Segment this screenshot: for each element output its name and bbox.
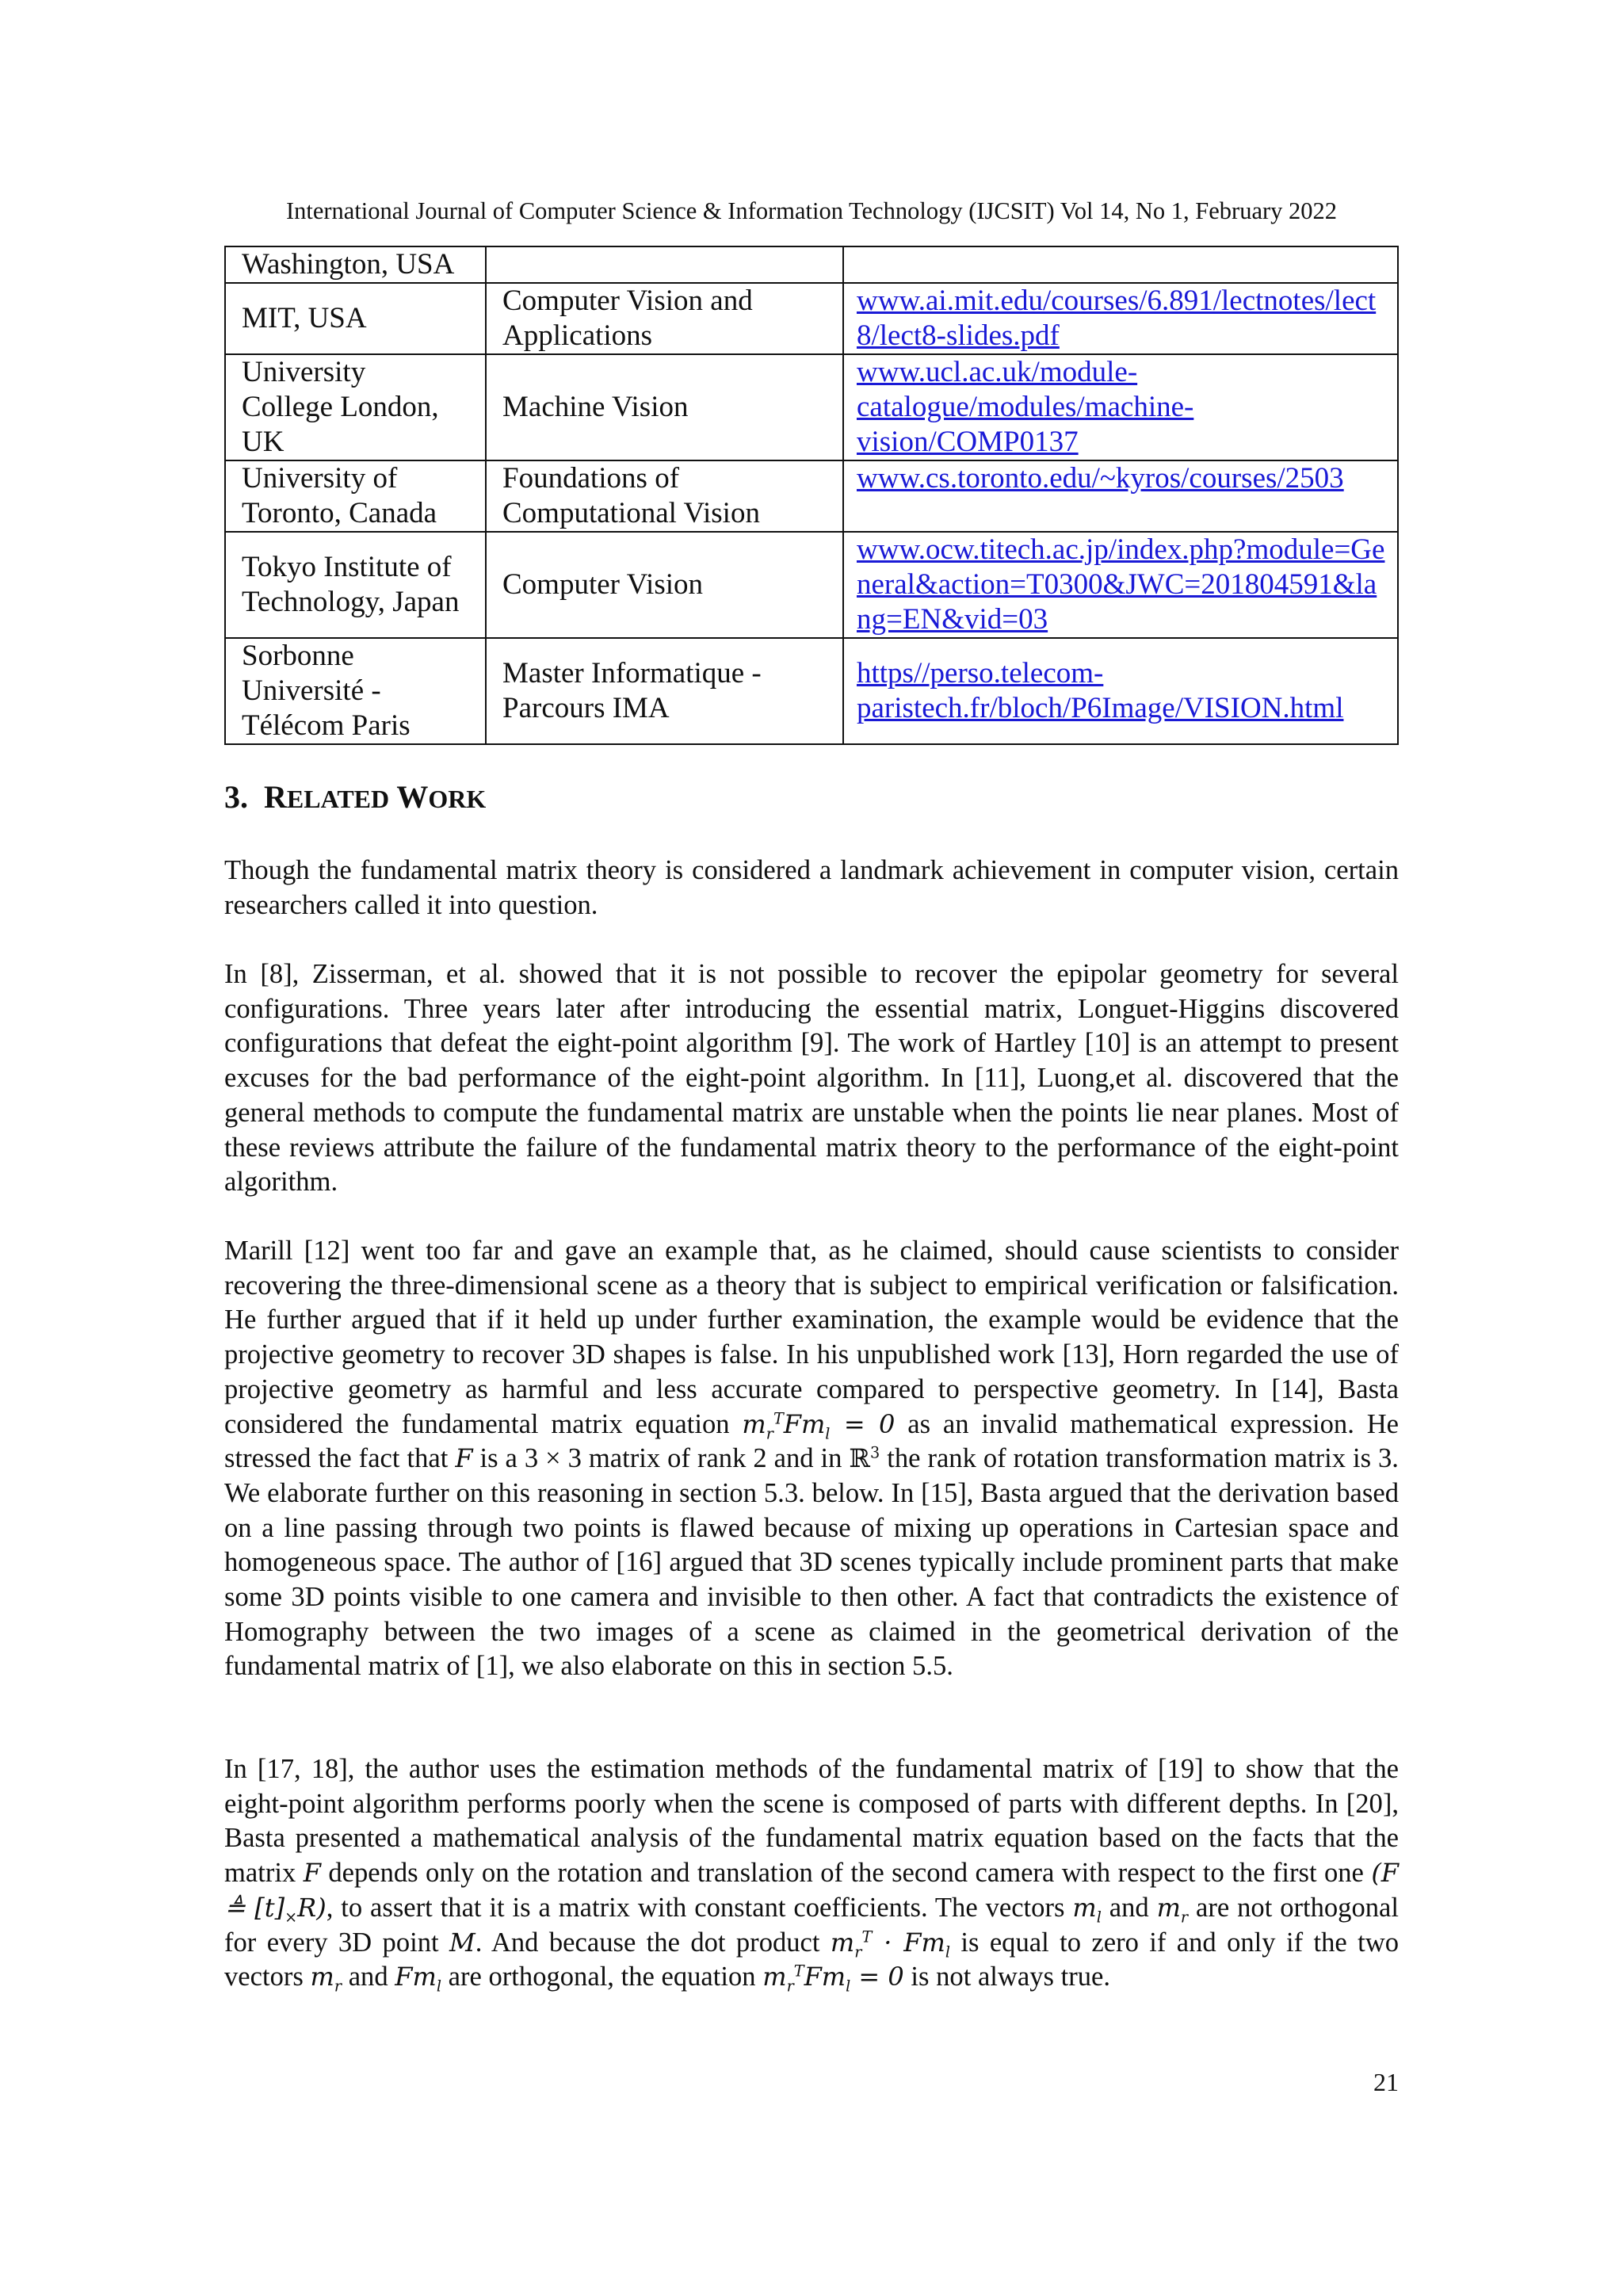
university-name: College London,	[242, 391, 439, 423]
course-table-body	[225, 246, 1398, 744]
university-cell	[225, 283, 486, 354]
university-name: UK	[242, 426, 285, 458]
p3-text-c: is a 3 × 3 matrix of rank 2 and in	[479, 1443, 842, 1474]
p4-text-j: is not always true.	[911, 1962, 1111, 1992]
section-title-ork: ORK	[428, 785, 487, 813]
p3-text-b: as an invalid mathematical expression. He stressed the fact that	[224, 1408, 1400, 1474]
vector-m-r: $m_r$	[310, 1962, 342, 1996]
matrix-f: F	[303, 1858, 321, 1889]
university-cell	[225, 460, 486, 532]
section-title-w: W	[396, 779, 429, 815]
course-table	[224, 246, 1399, 745]
table-row	[225, 283, 1398, 354]
course-name: Machine Vision	[502, 391, 689, 423]
course-name: Computer Vision	[502, 568, 704, 601]
university-name: University of	[242, 462, 398, 495]
url-cell	[843, 638, 1398, 744]
paragraph-3	[224, 1234, 1399, 1684]
url-cell	[843, 246, 1398, 283]
course-name: Master Informatique -	[502, 657, 762, 690]
p4-text-d: and	[1109, 1892, 1149, 1923]
university-cell	[225, 246, 486, 283]
course-link[interactable]: https//perso.telecom-	[857, 657, 1104, 690]
vector-m-r: $m_r$	[1156, 1892, 1189, 1927]
table-row	[225, 638, 1398, 744]
course-link[interactable]: paristech.fr/bloch/P6Image/VISION.html	[857, 692, 1344, 724]
p4-text-c: , to assert that it is a matrix with constant coefficients. The vectors	[326, 1892, 1065, 1923]
vector-m-l: $m_l$	[1072, 1892, 1102, 1927]
university-name: Télécom Paris	[242, 709, 411, 742]
paragraph-2: In [8], Zisserman, et al. showed that it is not possible to recover the epipolar geometry for several configurations. Three years later after introducing the essential matrix, Longuet-Higgins discovered configurations that defeat the eight-point algorithm [9]. The work of Hartley [10] is an attempt to present excuses for the bad performance of the eight-point algorithm. In [11], Luong,et al. discovered that the general methods to compute the fundamental matrix are unstable when the points lie near planes. Most of these reviews attribute the failure of the fundamental matrix theory to the performance of the eight-point algorithm.	[224, 959, 1399, 1198]
f-definition: (F ≜ $[t]_\times R$)	[224, 1858, 1399, 1927]
course-cell	[486, 246, 843, 283]
university-cell	[225, 532, 486, 638]
university-name: MIT, USA	[242, 302, 367, 334]
table-row	[225, 532, 1398, 638]
university-name: Toronto, Canada	[242, 497, 437, 529]
course-cell	[486, 532, 843, 638]
table-row	[225, 354, 1398, 460]
course-link[interactable]: catalogue/modules/machine-	[857, 391, 1194, 423]
real-space-r3: ℝ$^3$	[849, 1443, 880, 1474]
point-m: M	[449, 1927, 475, 1958]
running-header: International Journal of Computer Science & Information Technology (IJCSIT) Vol 14, No 1, February 2022	[285, 197, 1338, 224]
course-link[interactable]: www.cs.toronto.edu/~kyros/courses/2503	[857, 462, 1344, 495]
p4-text-f: . And because the dot product	[475, 1927, 820, 1958]
university-name: Sorbonne	[242, 640, 354, 672]
university-cell	[225, 638, 486, 744]
p3-text-d: the rank of rotation transformation matrix is 3. We elaborate further on this reasoning in section 5.3. below. In [15], Basta argued that the derivation based on a line passing through two points is flawed because of mixing up operations in Cartesian space and homogeneous space. The author of [16] argued that 3D scenes typically include prominent parts that make some 3D points visible to one camera and invisible to then other. A fact that contradicts the existence of Homography between the two images of a scene as claimed in the geometrical derivation of the fundamental matrix of [1], we also elaborate on this in section 5.5.	[224, 1443, 1399, 1682]
p4-text-a: In [17, 18], the author uses the estimation methods of the fundamental matrix of [19] to show that the eight-point algorithm performs poorly when the scene is composed of parts with different depths. In [20], Basta presented a mathematical analysis of the fundamental matrix equation based on the facts that the matrix	[224, 1754, 1399, 1889]
course-link[interactable]: www.ocw.titech.ac.jp/index.php?module=Ge	[857, 533, 1385, 566]
url-cell	[843, 532, 1398, 638]
university-name: Université -	[242, 674, 381, 707]
p4-text-h: and	[348, 1962, 388, 1992]
course-link[interactable]: ng=EN&vid=03	[857, 603, 1048, 636]
university-name: Technology, Japan	[242, 586, 460, 618]
table-row	[225, 460, 1398, 532]
university-name: Tokyo Institute of	[242, 551, 452, 583]
p4-text-b: depends only on the rotation and translation of the second camera with respect to the first one	[328, 1858, 1364, 1889]
course-cell	[486, 460, 843, 532]
section-title-elated: ELATED	[286, 785, 390, 813]
course-name: Computer Vision and	[502, 285, 753, 317]
course-name: Foundations of	[502, 462, 680, 495]
course-cell	[486, 354, 843, 460]
paragraph-1: Though the fundamental matrix theory is considered a landmark achievement in computer vision, certain researchers called it into question.	[224, 855, 1399, 920]
url-cell	[843, 460, 1398, 532]
fundamental-equation: $m_r^TFm_l = 0$	[742, 1408, 896, 1442]
course-link[interactable]: www.ai.mit.edu/courses/6.891/lectnotes/lect	[857, 285, 1377, 317]
course-link[interactable]: neral&action=T0300&JWC=201804591&la	[857, 568, 1377, 601]
course-name: Applications	[502, 319, 653, 352]
url-cell	[843, 283, 1398, 354]
section-title-r: R	[264, 779, 287, 815]
url-cell	[843, 354, 1398, 460]
table-row	[225, 246, 1398, 283]
university-cell	[225, 354, 486, 460]
page-number: 21	[1373, 2068, 1399, 2096]
course-cell	[486, 283, 843, 354]
university-name: Washington, USA	[242, 248, 455, 281]
course-link[interactable]: www.ucl.ac.uk/module-	[857, 356, 1138, 388]
p4-text-e: are not orthogonal for every 3D point	[224, 1892, 1400, 1958]
paragraph-4	[224, 1752, 1399, 1995]
course-cell	[486, 638, 843, 744]
p4-text-g: is equal to zero if and only if the two vectors	[224, 1927, 1399, 1992]
fundamental-equation: $m_r^TFm_l = 0$	[762, 1962, 904, 1996]
dot-product: $m_r^T \cdot Fm_l$	[830, 1927, 950, 1961]
course-link[interactable]: vision/COMP0137	[857, 426, 1079, 458]
course-link[interactable]: 8/lect8-slides.pdf	[857, 319, 1060, 352]
section-number: 3.	[224, 779, 248, 815]
p4-text-i: are orthogonal, the equation	[448, 1962, 756, 1992]
course-name: Parcours IMA	[502, 692, 670, 724]
matrix-f: F	[455, 1443, 473, 1474]
vector-fm-l: $Fm_l$	[395, 1962, 441, 1996]
university-name: University	[242, 356, 366, 388]
section-heading	[224, 778, 486, 816]
p3-text-a: Marill [12] went too far and gave an example that, as he claimed, should cause scientists to consider recovering the three-dimensional scene as a theory that is subject to empirical verification or falsification. He further argued that if it held up under further examination, the example would be evidence that the projective geometry to recover 3D shapes is false. In his unpublished work [13], Horn regarded the use of projective geometry as harmful and less accurate compared to perspective geometry. In [14], Basta considered the fundamental matrix equation	[224, 1236, 1399, 1439]
course-name: Computational Vision	[502, 497, 760, 529]
